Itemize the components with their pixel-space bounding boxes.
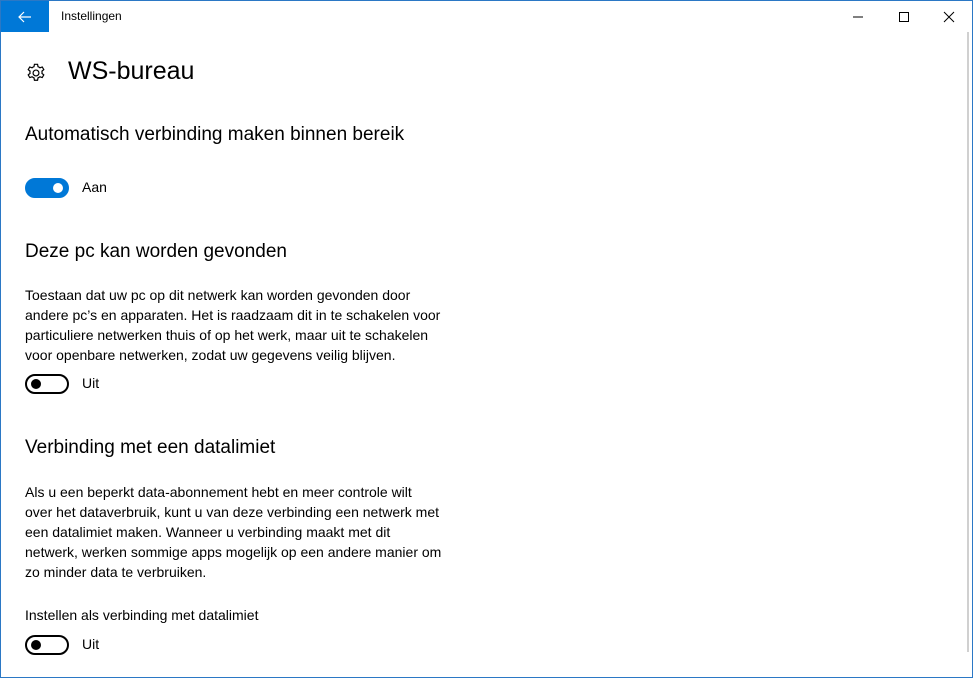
close-icon [943, 11, 955, 23]
metered-toggle[interactable] [25, 635, 69, 655]
description-line: zo minder data te verbruiken. [25, 564, 207, 580]
discoverable-toggle[interactable] [25, 374, 69, 394]
gear-icon [25, 62, 47, 84]
discoverable-heading: Deze pc kan worden gevonden [25, 241, 287, 262]
maximize-button[interactable] [881, 1, 927, 32]
auto-connect-toggle-label: Aan [82, 179, 107, 195]
auto-connect-toggle[interactable] [25, 178, 69, 198]
close-button[interactable] [926, 1, 972, 32]
maximize-icon [898, 11, 910, 23]
description-line: andere pc’s en apparaten. Het is raadzaam dit in te schakelen voor [25, 307, 441, 323]
toggle-knob [53, 183, 63, 193]
description-line: Als u een beperkt data-abonnement hebt en meer controle wilt [25, 484, 412, 500]
metered-setting-label: Instellen als verbinding met datalimiet [25, 607, 259, 623]
page-title: WS-bureau [68, 57, 195, 85]
description-line: particuliere netwerken thuis of op het werk, maar uit te schakelen [25, 327, 429, 343]
description-line: Toestaan dat uw pc op dit netwerk kan worden gevonden door [25, 287, 411, 303]
back-arrow-icon [18, 11, 32, 23]
app-title: Instellingen [61, 9, 122, 23]
toggle-knob [31, 379, 41, 389]
auto-connect-heading: Automatisch verbinding maken binnen bereik [25, 124, 405, 145]
metered-description [25, 482, 480, 582]
description-line: over het dataverbruik, kunt u van deze verbinding een netwerk met [25, 504, 440, 520]
back-button[interactable] [1, 1, 49, 32]
description-line: een datalimiet maken. Wanneer u verbinding maakt met dit [25, 524, 391, 540]
scrollbar[interactable] [967, 32, 969, 652]
toggle-knob [31, 640, 41, 650]
description-line: voor openbare netwerken, zodat uw gegevens veilig blijven. [25, 347, 396, 363]
title-bar [1, 1, 972, 32]
metered-toggle-label: Uit [82, 636, 100, 652]
discoverable-toggle-label: Uit [82, 375, 100, 391]
minimize-icon [852, 11, 864, 23]
minimize-button[interactable] [835, 1, 881, 32]
description-line: netwerk, werken sommige apps mogelijk op een andere manier om [25, 544, 442, 560]
metered-heading: Verbinding met een datalimiet [25, 437, 276, 458]
discoverable-description [25, 285, 480, 365]
